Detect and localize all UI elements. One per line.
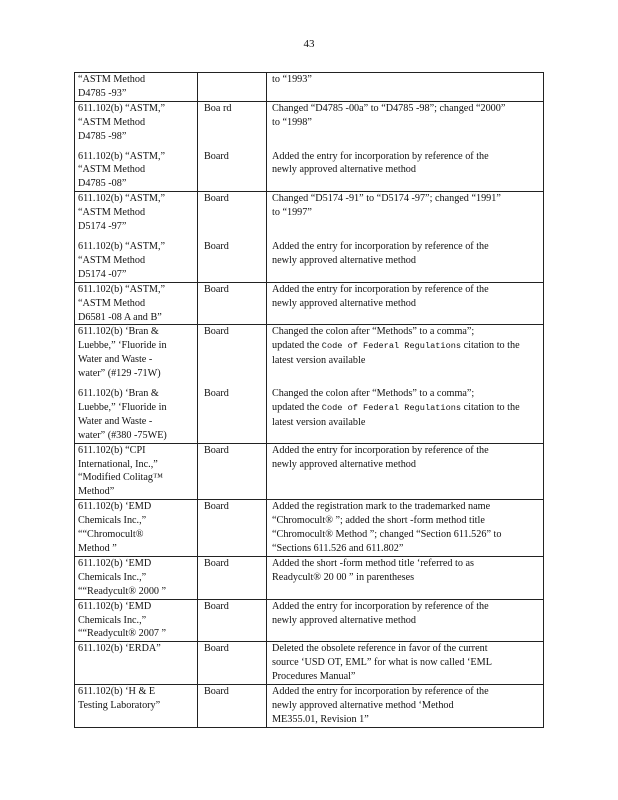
amended-by-cell: Boa rd <box>198 101 267 149</box>
description-cell: Added the short -form method title ‘referred to as Readycult® 20 00 ” in parentheses <box>267 556 544 599</box>
section-cell: 611.102(b) “ASTM,” “ASTM Method D5174 -07” <box>75 240 198 282</box>
description-text: citation to the latest version available <box>272 340 520 367</box>
amendments-table-body <box>75 73 544 728</box>
table-row <box>75 387 544 443</box>
table-row <box>75 282 544 325</box>
description-cell: to “1993” <box>267 73 544 102</box>
cfr-title-text: Code of Federal Regulations <box>321 341 462 352</box>
section-cell: 611.102(b) ‘EMD Chemicals Inc.,” ““Chromocult® Method ” <box>75 500 198 557</box>
table-row <box>75 73 544 102</box>
table-row <box>75 101 544 149</box>
amended-by-cell: Board <box>198 685 267 728</box>
table-row <box>75 150 544 192</box>
amended-by-cell: Board <box>198 282 267 325</box>
amended-by-cell: Board <box>198 599 267 642</box>
amended-by-cell: Board <box>198 556 267 599</box>
section-cell: 611.102(b) “CPI International, Inc.,” “Modified Colitag™ Method” <box>75 443 198 500</box>
table-row <box>75 325 544 387</box>
description-cell: Added the entry for incorporation by reference of the newly approved alternative method <box>267 599 544 642</box>
amended-by-cell: Board <box>198 443 267 500</box>
description-cell: Added the entry for incorporation by reference of the newly approved alternative method <box>267 443 544 500</box>
description-cell: Added the entry for incorporation by reference of the newly approved alternative method <box>267 150 544 192</box>
description-cell: Changed “D4785 -00a” to “D4785 -98”; changed “2000” to “1998” <box>267 101 544 149</box>
table-row <box>75 685 544 728</box>
section-cell: 611.102(b) ‘EMD Chemicals Inc.,” ““Readycult® 2000 ” <box>75 556 198 599</box>
section-cell: 611.102(b) “ASTM,” “ASTM Method D6581 -08 A and B” <box>75 282 198 325</box>
amended-by-cell: Board <box>198 240 267 282</box>
table-row <box>75 599 544 642</box>
description-cell: Added the entry for incorporation by reference of the newly approved alternative method ‘Method ME355.01, Revision 1” <box>267 685 544 728</box>
section-cell: 611.102(b) ‘Bran & Luebbe,” ‘Fluoride in Water and Waste - water” (#380 -75WE) <box>75 387 198 443</box>
section-cell: “ASTM Method D4785 -93” <box>75 73 198 102</box>
description-cell: Added the registration mark to the trademarked name “Chromocult® ”; added the short -form method title “Chromocult® Method ”; changed “Section 611.526” to “Sections 611.526 and 611.802” <box>267 500 544 557</box>
amended-by-cell: Board <box>198 642 267 685</box>
description-cell <box>267 387 544 443</box>
amended-by-cell <box>198 73 267 102</box>
amended-by-cell: Board <box>198 325 267 387</box>
amendments-table <box>74 72 544 728</box>
description-text: Changed the colon after “Methods” to a comma”; updated the <box>272 326 475 352</box>
description-text: Changed the colon after “Methods” to a comma”; updated the <box>272 388 475 413</box>
description-cell: Added the entry for incorporation by reference of the newly approved alternative method <box>267 282 544 325</box>
description-cell: Changed “D5174 -91” to “D5174 -97”; changed “1991” to “1997” <box>267 192 544 240</box>
description-text: citation to the latest version available <box>272 401 520 428</box>
amended-by-cell: Board <box>198 387 267 443</box>
table-row <box>75 642 544 685</box>
section-cell: 611.102(b) “ASTM,” “ASTM Method D5174 -97” <box>75 192 198 240</box>
table-row <box>75 192 544 240</box>
section-cell: 611.102(b) ‘ERDA” <box>75 642 198 685</box>
amended-by-cell: Board <box>198 150 267 192</box>
page-number: 43 <box>303 38 315 50</box>
section-cell: 611.102(b) ‘Bran & Luebbe,” ‘Fluoride in Water and Waste - water” (#129 -71W) <box>75 325 198 387</box>
cfr-title-text: Code of Federal Regulations <box>321 402 462 413</box>
description-cell: Deleted the obsolete reference in favor of the current source ‘USD OT, EML” for what is now called ‘EML Procedures Manual” <box>267 642 544 685</box>
amended-by-cell: Board <box>198 500 267 557</box>
table-row <box>75 500 544 557</box>
table-row <box>75 556 544 599</box>
table-row <box>75 240 544 282</box>
section-cell: 611.102(b) ‘H & E Testing Laboratory” <box>75 685 198 728</box>
section-cell: 611.102(b) “ASTM,” “ASTM Method D4785 -98” <box>75 101 198 149</box>
description-cell: Added the entry for incorporation by reference of the newly approved alternative method <box>267 240 544 282</box>
amended-by-cell: Board <box>198 192 267 240</box>
section-cell: 611.102(b) ‘EMD Chemicals Inc.,” ““Readycult® 2007 ” <box>75 599 198 642</box>
table-row <box>75 443 544 500</box>
section-cell: 611.102(b) “ASTM,” “ASTM Method D4785 -08” <box>75 150 198 192</box>
description-cell <box>267 325 544 387</box>
